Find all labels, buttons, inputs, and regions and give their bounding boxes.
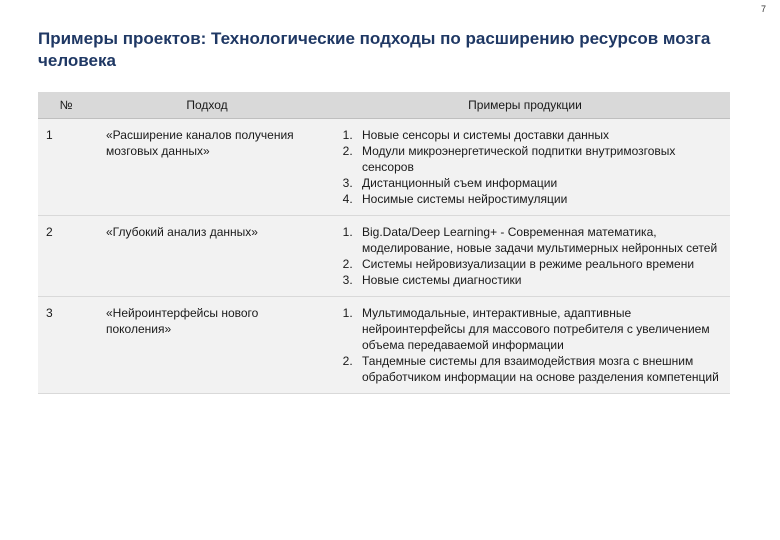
table-row: [38, 216, 730, 297]
list-item: 1. Мультимодальные, интерактивные, адаптивные нейроинтерфейсы для массового потребителя с увеличением объема передаваемой информации: [356, 305, 724, 353]
products-list: [320, 224, 724, 288]
row-approach: «Глубокий анализ данных»: [94, 216, 320, 297]
projects-table: [38, 92, 730, 394]
table-row: [38, 119, 730, 216]
header-approach: Подход: [94, 92, 320, 119]
row-number: 3: [38, 297, 94, 394]
header-number: №: [38, 92, 94, 119]
list-item: 4. Носимые системы нейростимуляции: [356, 191, 724, 207]
row-approach: «Расширение каналов получения мозговых данных»: [94, 119, 320, 216]
list-item: 1. Big.Data/Deep Learning+ - Современная математика, моделирование, новые задачи мультимерных нейронных сетей: [356, 224, 724, 256]
row-products: [320, 297, 730, 394]
page-title: Примеры проектов: Технологические подходы по расширению ресурсов мозга человека: [38, 29, 711, 70]
list-item: 2. Тандемные системы для взаимодействия мозга с внешним обработчиком информации на основе разделения компетенций: [356, 353, 724, 385]
list-item: 2. Модули микроэнергетической подпитки внутримозговых сенсоров: [356, 143, 724, 175]
list-item: 3. Дистанционный съем информации: [356, 175, 724, 191]
projects-table-container: [38, 92, 730, 394]
header-products: Примеры продукции: [320, 92, 730, 119]
table-row: [38, 297, 730, 394]
page-number: 7: [760, 4, 766, 14]
list-item: 3. Новые системы диагностики: [356, 272, 724, 288]
row-number: 2: [38, 216, 94, 297]
row-number: 1: [38, 119, 94, 216]
row-products: [320, 216, 730, 297]
row-approach: «Нейроинтерфейсы нового поколения»: [94, 297, 320, 394]
products-list: [320, 127, 724, 207]
list-item: 1. Новые сенсоры и системы доставки данных: [356, 127, 724, 143]
row-products: [320, 119, 730, 216]
table-header-row: [38, 92, 730, 119]
products-list: [320, 305, 724, 385]
list-item: 2. Системы нейровизуализации в режиме реального времени: [356, 256, 724, 272]
